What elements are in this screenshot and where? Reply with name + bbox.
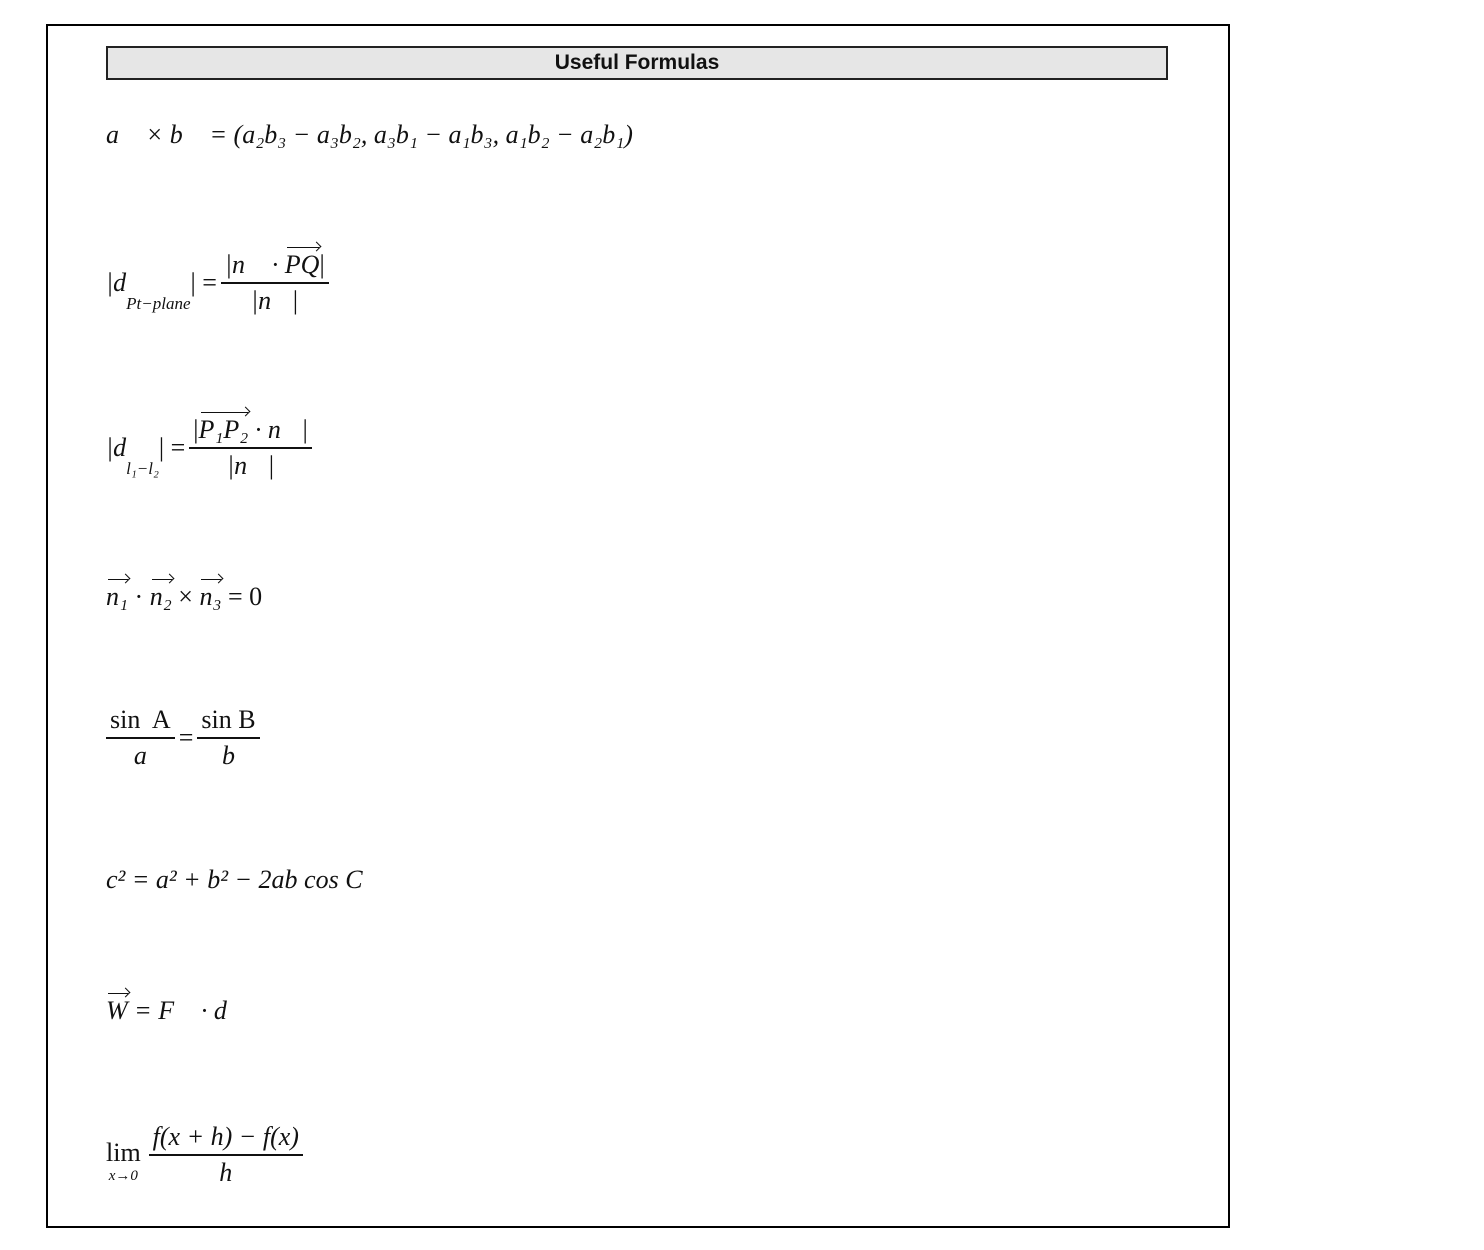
num-part: |n⃗ · — [224, 250, 285, 279]
lhs-close: | = — [190, 267, 217, 297]
cross-operator: × — [171, 582, 200, 611]
denominator: b — [221, 740, 235, 770]
lim-subscript: x→0 — [108, 1168, 138, 1185]
lhs-open: |d — [106, 267, 127, 297]
document-page — [46, 24, 1230, 1228]
numerator: sin B — [197, 705, 259, 739]
lim-label: lim — [106, 1137, 141, 1167]
denominator: |n⃗| — [251, 285, 299, 315]
coplanar-formula — [106, 582, 262, 612]
lhs-open: |d — [106, 432, 127, 462]
numerator — [221, 250, 329, 284]
dot-operator: · — [128, 582, 150, 611]
denominator: a — [133, 740, 147, 770]
vector-w: W — [106, 996, 128, 1025]
lhs-subscript: Pt−plane — [126, 294, 191, 314]
sine-law-formula — [106, 705, 264, 771]
equals-zero: = 0 — [221, 582, 263, 611]
vector-n1: n₁ — [106, 582, 129, 611]
derivative-formula — [106, 1122, 307, 1188]
line-line-distance-formula — [106, 415, 316, 481]
lhs-close: | = — [158, 432, 186, 462]
denominator: |n⃗| — [226, 450, 275, 480]
fraction-right — [197, 705, 259, 771]
cross-product-formula: a⃗ × b⃗ = (a₂b₃ − a₃b₂, a₃b₁ − a₁b₃, a₁b₂ − a₂b₁) — [106, 120, 633, 149]
point-plane-distance-formula — [106, 250, 333, 316]
work-rhs: = F⃗ · d⃗ — [127, 996, 248, 1025]
fraction-left — [106, 705, 175, 771]
numerator: f(x + h) − f(x) — [149, 1122, 303, 1156]
vector-pq: PQ — [284, 250, 320, 279]
denominator: h — [219, 1157, 233, 1187]
page-title: Useful Formulas — [106, 46, 1168, 80]
cosine-law-formula: c² = a² + b² − 2ab cos C — [106, 865, 363, 894]
lhs-subscript: l₁−l₂ — [126, 459, 159, 479]
work-formula — [106, 996, 247, 1026]
fraction — [149, 1122, 303, 1188]
numerator: sin A — [106, 705, 175, 739]
equals: = — [178, 722, 194, 752]
num-part: | — [319, 250, 325, 279]
numerator — [189, 415, 312, 449]
vector-p1p2: P₁P₂ — [198, 415, 249, 444]
fraction — [189, 415, 312, 481]
vector-n3: n₃ — [199, 582, 222, 611]
limit — [106, 1139, 141, 1185]
fraction — [221, 250, 329, 316]
num-part: · n⃗| — [248, 415, 309, 444]
vector-n2: n₂ — [149, 582, 172, 611]
num-part: | — [193, 415, 199, 444]
